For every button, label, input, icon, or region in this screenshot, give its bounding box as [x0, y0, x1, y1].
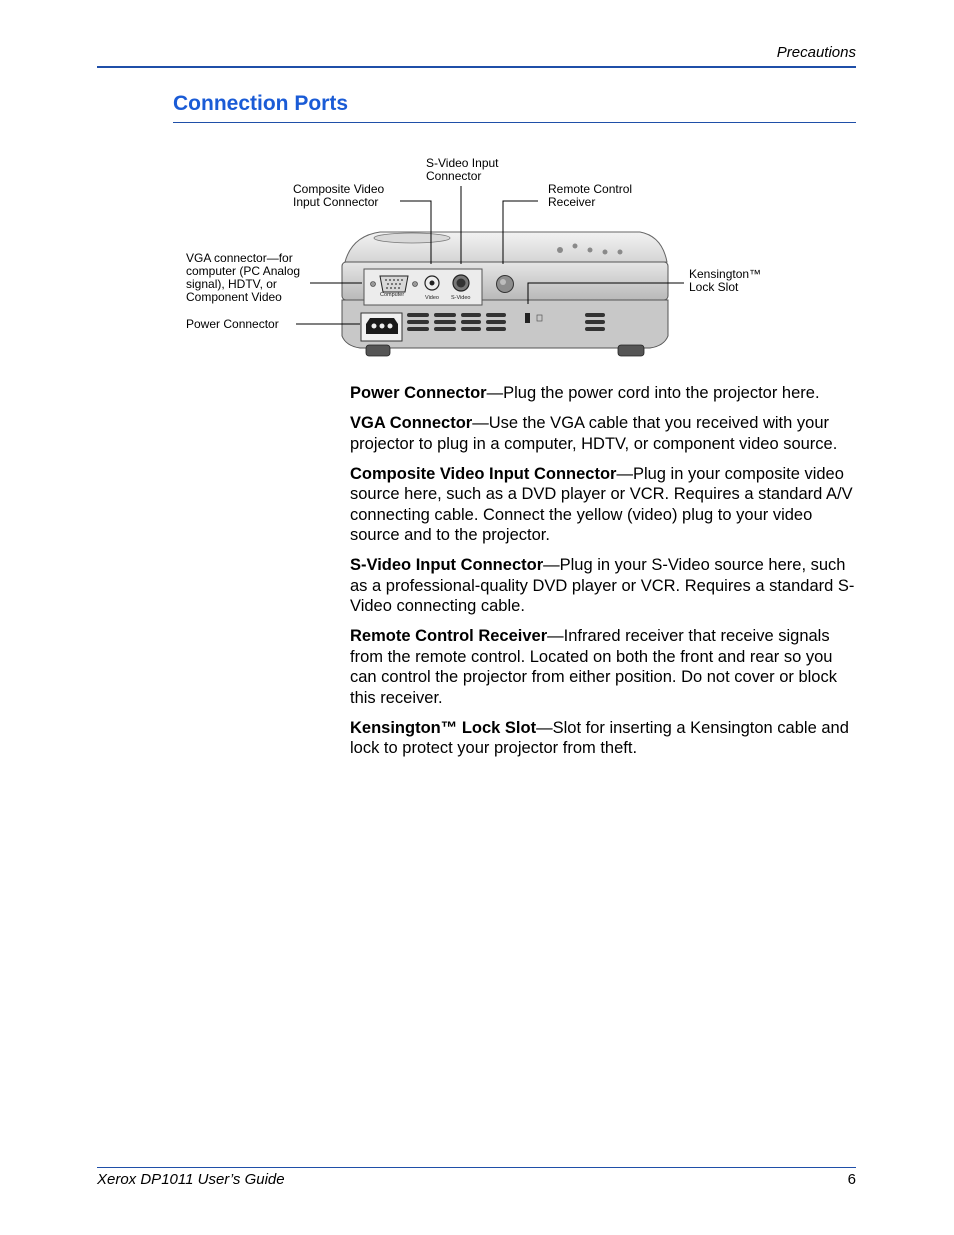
port-descriptions	[350, 383, 860, 768]
desc-text: —Plug the power cord into the projector here.	[486, 384, 820, 402]
callout-composite: Composite Video Input Connector	[293, 182, 385, 209]
desc-remote	[350, 626, 860, 708]
desc-term: Remote Control Receiver	[350, 627, 548, 645]
callout-vga: VGA connector—for computer (PC Analog signal), HDTV, or Component Video	[186, 251, 301, 304]
footer-guide-title: Xerox DP1011 User’s Guide	[97, 1171, 285, 1188]
desc-kensington	[350, 718, 860, 759]
running-head: Precautions	[776, 44, 856, 61]
panel-label-computer: Computer	[380, 292, 405, 298]
desc-text: —Slot for inserting a Kensington cable and lock to protect your projector from theft.	[350, 718, 849, 757]
panel-label-svideo: S-Video	[451, 295, 471, 301]
desc-term: Kensington™ Lock Slot	[350, 718, 537, 737]
vga-connector-shape	[380, 276, 408, 292]
desc-term: Composite Video Input Connector	[350, 464, 617, 483]
callout-kensington: Kensington™ Lock Slot	[689, 267, 762, 294]
callout-power: Power Connector	[186, 317, 279, 331]
desc-vga	[350, 413, 860, 454]
desc-svideo	[350, 555, 860, 617]
callout-remote: Remote Control Receiver	[548, 182, 633, 209]
desc-term: S-Video Input Connector	[350, 556, 544, 574]
desc-term: VGA Connector	[350, 414, 473, 432]
desc-text: —Use the VGA cable that you received with your projector to plug in a computer, HDTV, or component video source.	[350, 414, 838, 453]
desc-term: Power Connector	[350, 384, 487, 402]
callout-svideo: S-Video Input Connector	[426, 156, 499, 183]
desc-text: —Plug in your composite video source here, such as a DVD player or VCR. Requires a standard A/V connecting cable. Connect the yellow (video) plug to your video source and to the projector.	[350, 464, 853, 544]
projector-rear-diagram	[0, 0, 954, 380]
desc-composite	[350, 464, 860, 546]
foot-left	[366, 345, 390, 356]
section-title: Connection Ports	[173, 92, 349, 115]
panel-label-video: Video	[425, 295, 439, 301]
page-number: 6	[847, 1171, 856, 1188]
desc-text: —Infrared receiver that receive signals from the remote control. Located on both the front and rear so you can control the projector from either position. Do not cover or block this receiver.	[350, 627, 837, 707]
desc-power	[350, 383, 860, 404]
kensington-slot-shape	[525, 313, 530, 323]
desc-text: —Plug in your S-Video source here, such as a professional-quality DVD player or VCR. Requires a standard S-Video connecting cable.	[350, 556, 855, 615]
footer-rule	[97, 1167, 856, 1168]
foot-right	[618, 345, 644, 356]
lens-hood	[374, 233, 450, 243]
